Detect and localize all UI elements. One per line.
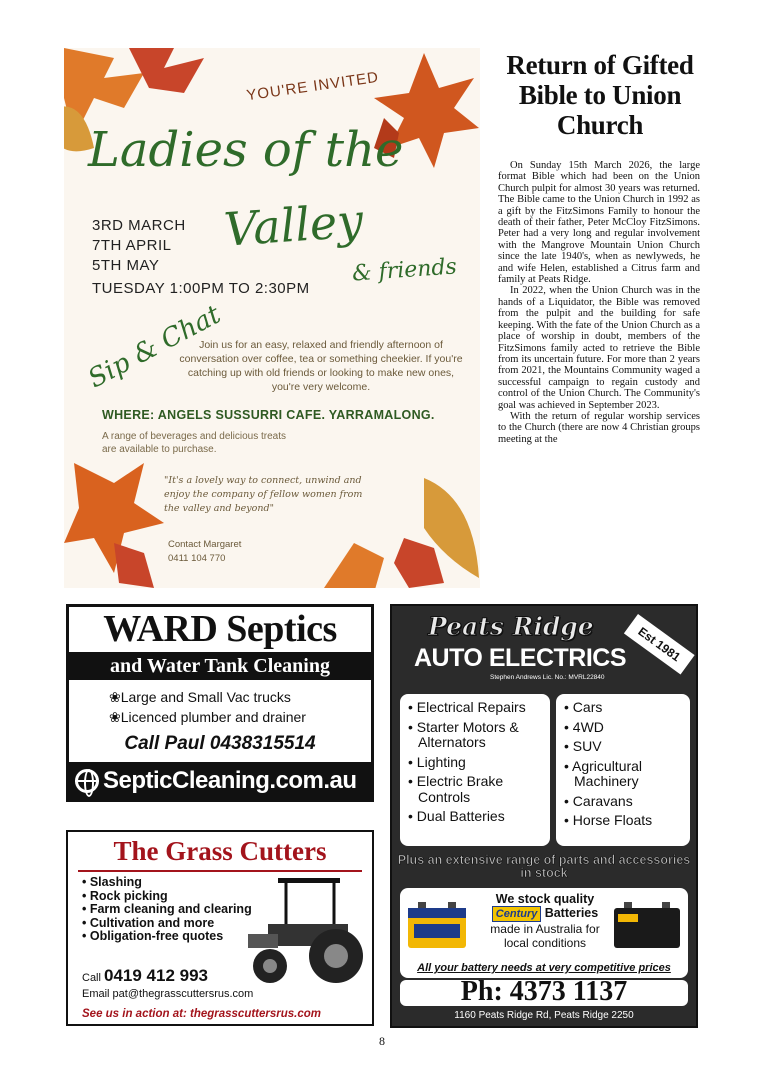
grass-title: The Grass Cutters — [113, 836, 327, 866]
peats-ridge-ad — [390, 604, 698, 1028]
service-item: • Lighting — [408, 753, 466, 770]
peats-address: 1160 Peats Ridge Rd, Peats Ridge 2250 — [454, 1010, 634, 1021]
vehicle-item: • Caravans — [564, 792, 633, 809]
contact-phone: 0411 104 770 — [168, 553, 226, 564]
flyer-title-line3: & friends — [351, 254, 458, 287]
peats-subtitle: AUTO ELECTRICS — [414, 644, 626, 672]
date-item: 7TH APRIL — [92, 237, 172, 254]
grass-service-item: • Farm cleaning and clearing — [82, 902, 252, 916]
grass-cutters-ad — [66, 830, 374, 1026]
stock-line3: made in Australia for — [490, 922, 600, 936]
battery-text — [470, 892, 620, 950]
ward-service-item: ❀Licenced plumber and drainer — [109, 709, 306, 725]
est-badge: Est 1981 — [624, 614, 695, 675]
grass-divider — [78, 870, 362, 872]
stock-line4: local conditions — [503, 936, 587, 950]
parts-note: Plus an extensive range of parts and accessories in stock — [397, 853, 691, 880]
sip-and-chat-heading: Sip & Chat — [83, 299, 226, 395]
service-item: • Starter Motors & Alternators — [408, 718, 519, 750]
ward-title: WARD Septics — [103, 608, 337, 650]
ward-phone: Call Paul 0438315514 — [124, 733, 316, 754]
flyer-title-line1: Ladies of the — [88, 122, 404, 178]
contact-name: Contact Margaret — [168, 539, 242, 550]
grass-service-item: • Cultivation and more — [82, 915, 215, 930]
stock-line1: We stock quality — [495, 892, 595, 906]
service-item: • Electric Brake Controls — [408, 773, 504, 805]
flyer-contact — [168, 538, 241, 566]
ward-service-item: ❀Large and Small Vac trucks — [109, 689, 291, 705]
ward-septics-ad — [66, 604, 374, 802]
vehicle-item: • Cars — [564, 699, 603, 715]
flyer-title-line2: Valley — [222, 193, 365, 257]
battery-icon — [408, 902, 466, 948]
peats-licence: Stephen Andrews Lic. No.: MVRL22840 — [490, 674, 605, 681]
ward-website-text: SepticCleaning.com.au — [103, 767, 357, 794]
ward-subtitle: and Water Tank Cleaning — [69, 652, 371, 680]
page-number: 8 — [379, 1034, 385, 1048]
grass-call-label: Call — [82, 972, 101, 984]
flyer-dates — [92, 216, 186, 276]
flyer-refreshments: A range of beverages and delicious treats are available to purchase. — [102, 431, 287, 455]
article-body — [498, 160, 700, 445]
ward-services — [109, 687, 306, 727]
flyer-venue: WHERE: ANGELS SUSSURRI CAFE. YARRAMALONG. — [102, 408, 435, 422]
grass-email: Email pat@thegrasscuttersrus.com — [82, 988, 254, 1000]
service-item: • Electrical Repairs — [408, 699, 526, 715]
invited-heading: YOU'RE INVITED — [245, 68, 381, 105]
article-paragraph: In 2022, when the Union Church was in the hands of a Liquidator, the Bible was removed from the pulpit and the building for safe keeping. With the fate of the Union Church as a place of worship in doubt, members of the FitzSimons family acted to retrieve the Bible from its uncertain future. For more than 2 years from 2021, the Mountains Community waged a successful campaign to regain custody and control of the Union Church. The Community's goal was achieved in September 2023. — [498, 285, 700, 411]
battery-tagline: All your battery needs at very competitive prices — [417, 962, 671, 974]
vehicle-item: • Agricultural Machinery — [564, 757, 643, 789]
battery-icon — [614, 902, 680, 948]
grass-call-number: 0419 412 993 — [104, 966, 209, 985]
article-paragraph: With the return of regular worship services to the Church (there are now 4 Christian groups meeting at the — [498, 410, 700, 445]
vehicle-item: • Horse Floats — [564, 812, 653, 828]
grass-website: See us in action at: thegrasscuttersrus.com — [82, 1008, 322, 1020]
globe-icon — [75, 769, 99, 793]
vehicle-item: • SUV — [564, 738, 602, 754]
flyer-time: TUESDAY 1:00PM TO 2:30PM — [92, 280, 310, 297]
ward-website — [69, 762, 371, 800]
peats-name: Peats Ridge — [428, 612, 594, 641]
date-item: 3RD MARCH — [92, 217, 186, 234]
article-paragraph: On Sunday 15th March 2026, the large format Bible which had been on the Union Church pulpit for almost 30 years was returned. The Bible came to the Union Church in 1992 as a gift by the FitzSimons Family to honour the death of their father, Peter McCloy FitzSimons. Peter had a very long and regular involvement with the Mangrove Mountain Union Church since the late 1940's, when as newlyweds, he and wife Helen, established a Citrus farm and family at Peats Ridge. — [498, 160, 700, 286]
vehicle-item: • 4WD — [564, 718, 604, 735]
autumn-leaves-bottom-left — [64, 453, 174, 588]
grass-phone — [82, 966, 208, 986]
flyer-quote: "It's a lovely way to connect, unwind and enjoy the company of fellow women from the valley and beyond" — [164, 475, 363, 514]
grass-service-item: • Rock picking — [82, 888, 168, 903]
vehicles-list — [556, 694, 690, 846]
tractor-icon — [248, 876, 370, 986]
services-list — [400, 694, 550, 846]
stock-line2: Batteries — [544, 906, 599, 920]
date-item: 5TH MAY — [92, 257, 160, 274]
service-item: • Dual Batteries — [408, 808, 505, 824]
century-logo: Century — [492, 906, 542, 922]
battery-panel — [400, 888, 688, 978]
peats-phone: Ph: 4373 1137 — [460, 976, 628, 1007]
sip-description: Join us for an easy, relaxed and friendly afternoon of conversation over coffee, tea or something cheekier. If you're catching up with old friends or looking to make new ones, you're very welcome. — [179, 339, 463, 393]
article-title: Return of Gifted Bible to Union Church — [506, 50, 694, 140]
grass-service-item: • Slashing — [82, 875, 142, 889]
ladies-flyer — [64, 48, 480, 588]
grass-services — [82, 876, 252, 944]
grass-service-item: • Obligation-free quotes — [82, 929, 224, 943]
